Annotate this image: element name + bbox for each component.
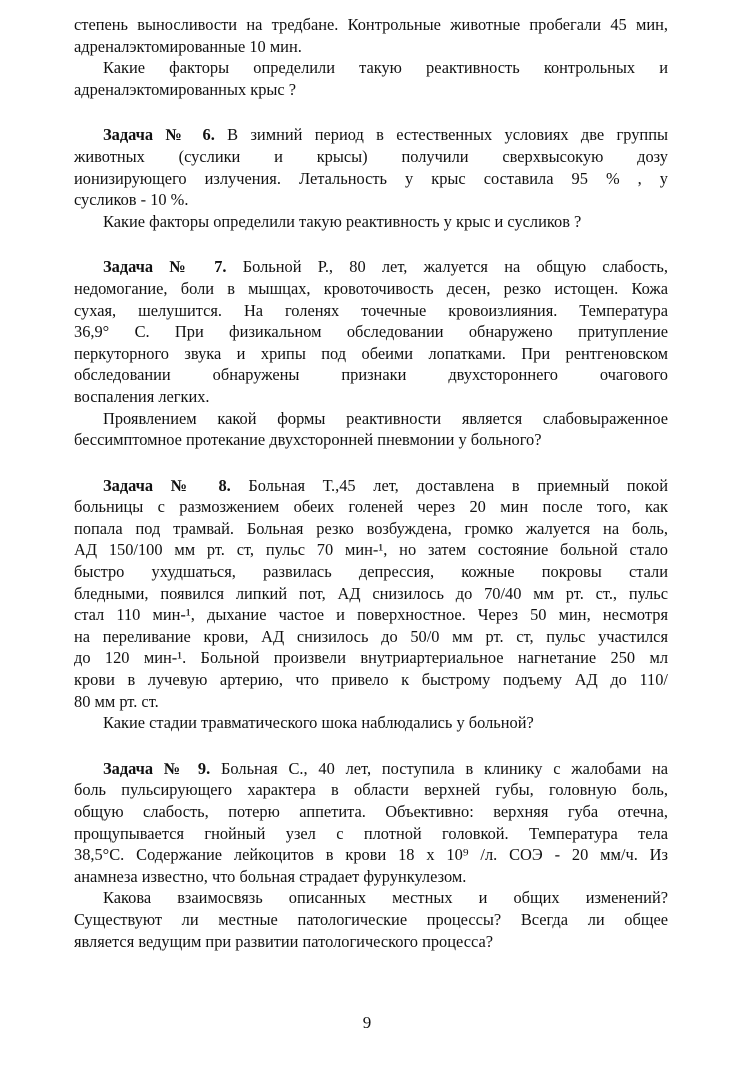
- text-line: животных (суслики и крысы) получили сверхвысокую дозу: [74, 146, 668, 166]
- text-line: перкуторного звука и хрипы под обеими лопатками. При рентгеновском: [74, 343, 668, 363]
- text-line: [74, 256, 668, 278]
- task-7-paragraph: [74, 256, 668, 407]
- text-line: адреналэктомированные 10 мин.: [74, 36, 302, 56]
- text-line: воспаления легких.: [74, 386, 210, 406]
- spacer: [74, 451, 668, 475]
- page-number: 9: [362, 1013, 372, 1032]
- spacer: [74, 734, 668, 758]
- text-line: на переливание крови, АД снизилось до 50/0 мм рт. ст, пульс участился: [74, 626, 668, 646]
- text-line: Какие факторы определили такую реактивность у крыс и сусликов ?: [103, 211, 582, 231]
- task-7-first-line: Больной Р., 80 лет, жалуется на общую слабость,: [226, 257, 668, 277]
- text-line: обследовании обнаружены признаки двухстороннего очагового: [74, 365, 668, 385]
- text-line: Какие факторы определили такую реактивность контрольных и: [103, 58, 668, 78]
- task-6-question: [74, 211, 668, 233]
- spacer: [74, 100, 668, 124]
- text-line: 38,5°С. Содержание лейкоцитов в крови 18 х 10⁹ /л. СОЭ - 20 мм/ч. Из: [74, 845, 668, 865]
- task-9-first-line: Больная С., 40 лет, поступила в клинику с жалобами на: [210, 758, 668, 778]
- text-line: быстро ухудшаться, развилась депрессия, кожные покровы стали: [74, 562, 668, 582]
- task-9-paragraph: [74, 758, 668, 888]
- spacer: [74, 232, 668, 256]
- task-6-first-line: В зимний период в естественных условиях две группы: [214, 125, 668, 145]
- text-line: адреналэктомированных крыс ?: [74, 79, 297, 99]
- text-line: сусликов - 10 %.: [74, 190, 189, 210]
- task-6-paragraph: [74, 124, 668, 210]
- text-line: общую слабость, потерю аппетита. Объективно: верхняя губа отечна,: [74, 802, 668, 821]
- text-line: до 120 мин-¹. Больной произвели внутриартериальное нагнетание 250 мл: [74, 648, 668, 668]
- text-line: степень выносливости на тредбане. Контрольные животные пробегали 45 мин,: [74, 15, 668, 34]
- text-line: [74, 758, 668, 780]
- text-line: недомогание, боли в мышцах, кровоточивость десен, резко истощен. Кожа: [74, 278, 668, 298]
- text-line: 36,9° С. При физикальном обследовании обнаружено притупление: [74, 322, 668, 342]
- task-7-label: Задача № 7.: [103, 257, 227, 277]
- intro-paragraph: [74, 14, 668, 57]
- text-line: бессимптомное протекание двухсторонней пневмонии у больного?: [74, 430, 542, 450]
- text-line: прощупывается гнойный узел с плотной головкой. Температура тела: [74, 823, 668, 843]
- text-line: ионизирующего излучения. Летальность у крыс составила 95 % , у: [74, 168, 668, 188]
- text-line: боль пульсирующего характера в области верхней губы, головную боль,: [74, 780, 668, 800]
- text-line: Какие стадии травматического шока наблюдались у больной?: [103, 713, 534, 733]
- text-line: анамнеза известно, что больная страдает фурункулезом.: [74, 866, 467, 886]
- text-line: 80 мм рт. ст.: [74, 691, 159, 711]
- task-8-first-line: Больная Т.,45 лет, доставлена в приемный покой: [230, 475, 668, 495]
- text-line: стал 110 мин-¹, дыхание частое и поверхностное. Через 50 мин, несмотря: [74, 605, 668, 625]
- text-line: АД 150/100 мм рт. ст, пульс 70 мин-¹, но затем состояние больной стало: [74, 540, 668, 560]
- task-8-paragraph: [74, 475, 668, 713]
- text-line: сухая, шелушится. На голенях точечные кровоизлияния. Температура: [74, 300, 668, 320]
- task-9-question: [74, 887, 668, 952]
- document-page: [74, 14, 668, 952]
- text-line: крови в лучевую артерию, что привело к быстрому подъему АД до 110/: [74, 670, 668, 690]
- intro-question: [74, 57, 668, 100]
- text-line: Какова взаимосвязь описанных местных и общих изменений?: [103, 888, 668, 908]
- text-line: Проявлением какой формы реактивности является слабовыраженное: [103, 408, 668, 428]
- text-line: [74, 124, 668, 146]
- text-line: больницы с размозжением обеих голеней через 20 мин после того, как: [74, 497, 668, 517]
- task-8-label: Задача № 8.: [103, 475, 231, 495]
- task-6-label: Задача № 6.: [103, 125, 215, 145]
- task-8-question: [74, 712, 668, 734]
- text-line: [74, 475, 668, 497]
- task-9-label: Задача № 9.: [103, 758, 211, 778]
- text-line: Существуют ли местные патологические процессы? Всегда ли общее: [74, 909, 668, 929]
- text-line: попала под трамвай. Больная резко возбуждена, громко жалуется на боль,: [74, 518, 668, 538]
- task-7-question: [74, 408, 668, 451]
- text-line: является ведущим при развитии патологического процесса?: [74, 931, 493, 951]
- text-line: бледными, появился липкий пот, АД снизилось до 70/40 мм рт. ст., пульс: [74, 583, 668, 603]
